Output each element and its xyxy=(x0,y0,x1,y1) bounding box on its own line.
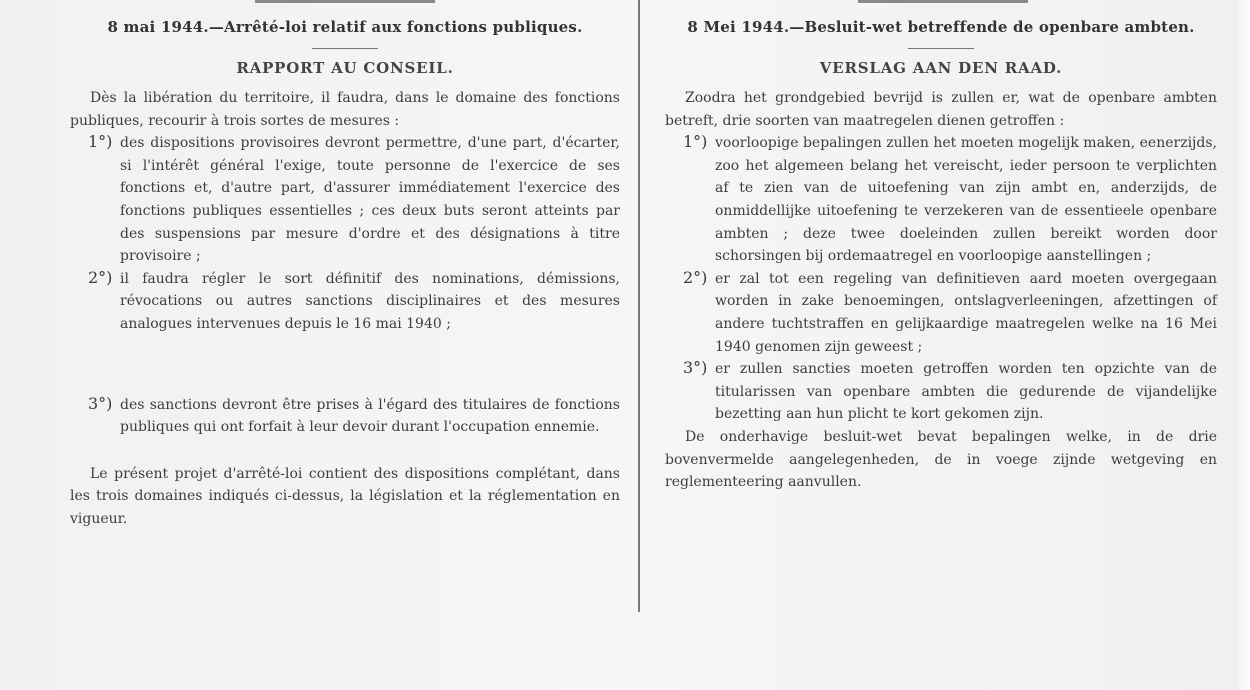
dutch-item-2 xyxy=(665,268,1217,358)
dutch-item-3-text: er zullen sancties moeten getroffen worden ten opzichte van de titularissen van openbare ambten die gedurende de vijandelijke bezetting aan hun plicht te kort gekomen zijn. xyxy=(715,361,1217,423)
page-edge xyxy=(1234,0,1250,690)
dutch-item-3-number: 3°) xyxy=(683,358,708,378)
dutch-intro: Zoodra het grondgebied bevrijd is zullen er, wat de openbare ambten betreft, drie soorten van maatregelen dienen getroffen : xyxy=(665,90,1217,129)
dutch-item-1-text: voorloopige bepalingen zullen het moeten mogelijk maken, eenerzijds, zoo het algemeen belang het vereischt, ieder persoon te verplichten af te zien van de uitoefening van zijn ambt en, anderzijds, de onmiddellijke uitoefening te verzekeren van de essentieele openbare ambten ; deze twee doeleinden zullen bereikt worden door schorsingen bij ordemaatregel en voorloopige aanstellingen ; xyxy=(715,135,1217,265)
french-item-2-number: 2°) xyxy=(88,267,113,287)
dutch-heading: 8 Mei 1944.—Besluit-wet betreffende de openbare ambten. xyxy=(687,18,1195,36)
dutch-closing: De onderhavige besluit-wet bevat bepalingen welke, in de drie bovenvermelde aangelegenheden, de in voege zijnde wetgeving en reglementeering aanvullen. xyxy=(665,428,1217,491)
top-rule-left xyxy=(255,0,435,3)
french-subheading: RAPPORT AU CONSEIL. xyxy=(236,59,454,77)
dutch-item-2-number: 2°) xyxy=(683,267,708,287)
dutch-item-3 xyxy=(665,358,1217,426)
french-item-1 xyxy=(70,132,620,268)
french-spacer xyxy=(70,336,620,394)
column-divider xyxy=(638,0,640,612)
dutch-item-1-number: 1°) xyxy=(683,132,708,152)
french-separator xyxy=(312,48,378,49)
french-item-1-text: des dispositions provisoires devront permettre, d'une part, d'écarter, si l'intérêt général l'exige, toute personne de l'exercice de ses fonctions et, d'autre part, d'assurer immédiatement l'exercice des fonctions publiques essentielles ; ces deux buts seront atteints par des suspensions par mesure d'ordre et des désignations à titre provisoire ; xyxy=(120,135,620,265)
top-rule-right xyxy=(858,0,1028,3)
dutch-separator xyxy=(908,48,974,49)
french-column xyxy=(70,18,620,531)
french-heading: 8 mai 1944.—Arrêté-loi relatif aux fonctions publiques. xyxy=(107,18,583,36)
french-item-3-text: des sanctions devront être prises à l'égard des titulaires de fonctions publiques qui ont forfait à leur devoir durant l'occupation ennemie. xyxy=(120,396,620,436)
dutch-item-2-text: er zal tot een regeling van definitieven aard moeten overgegaan worden in zake benoemingen, ontslagverleeningen, afzettingen of andere tuchtstraffen en gelijkaardige maatregelen welke na 16 Mei 1940 genomen zijn geweest ; xyxy=(715,270,1217,355)
french-closing: Le présent projet d'arrêté-loi contient des dispositions complétant, dans les trois domaines indiqués ci-dessus, la législation et la réglementation en vigueur. xyxy=(70,465,620,527)
french-intro: Dès la libération du territoire, il faudra, dans le domaine des fonctions publiques, recourir à trois sortes de mesures : xyxy=(70,90,620,129)
french-item-3 xyxy=(70,394,620,439)
french-item-2 xyxy=(70,268,620,336)
dutch-column xyxy=(665,18,1217,494)
dutch-subheading: VERSLAG AAN DEN RAAD. xyxy=(819,59,1063,77)
french-item-3-number: 3°) xyxy=(88,393,113,413)
french-spacer-2 xyxy=(70,439,620,463)
french-item-2-text: il faudra régler le sort définitif des nominations, démissions, révocations ou autres sanctions disciplinaires et des mesures analogues intervenues depuis le 16 mai 1940 ; xyxy=(120,270,620,332)
french-item-1-number: 1°) xyxy=(88,132,113,152)
dutch-item-1 xyxy=(665,132,1217,268)
